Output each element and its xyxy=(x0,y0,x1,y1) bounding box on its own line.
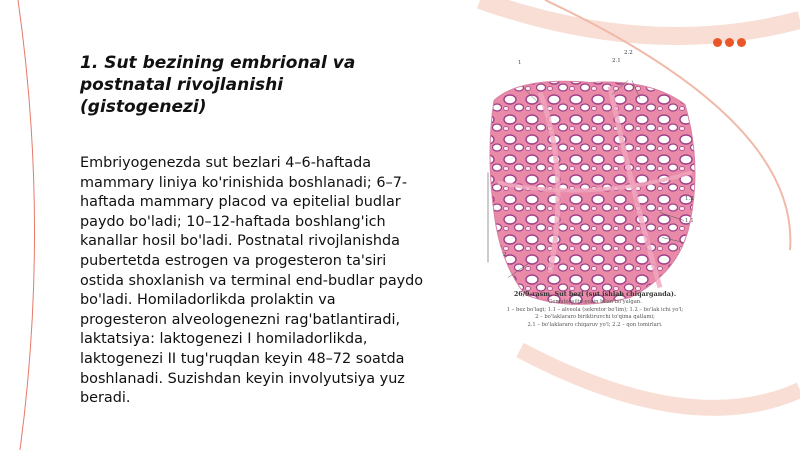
figure-label: 1.1 xyxy=(685,218,694,224)
dot xyxy=(737,38,746,47)
tissue-section xyxy=(490,81,695,304)
dot xyxy=(725,38,734,47)
caption-title: 26/9-rasm. Sut bezi (sut ishlab chiqarganda). xyxy=(513,290,677,298)
slide-body-text: Embriyogenezda sut bezlari 4–6-haftada mammary liniya ko'rinishida boshlanadi; 6–7-haftada mammary placod va epitelial budlar paydo bo'ladi; 10–12-haftada boshlang'ich kanallar hosil bo'ladi. Postnatal rivojlanishda pubertetda estrogen va progesteron ta'siri ostida shoxlanish va terminal end-budlar paydo bo'ladi. Homiladorlikda prolaktin va progesteron alveologenezni rag'batlantiradi, laktatsiya: laktogenezi I homiladorlikda, laktogenezi II tug'ruqdan keyin 48–72 soatda boshlanadi. Suzishdan keyin involyutsiya yuz beradi. xyxy=(80,155,424,407)
caption-line: 1 – bez bo'lagi; 1.1 – alveola (sekretor bo'lim); 1.2 – bo'lak ichi yo'l; xyxy=(506,306,684,313)
dot xyxy=(713,38,722,47)
figure-caption xyxy=(482,290,708,329)
figure-label: 1 xyxy=(518,60,522,66)
figure-label: 2.1 xyxy=(612,58,621,64)
left-arc-line xyxy=(18,0,35,450)
dots-decoration-icon xyxy=(713,38,746,47)
top-right-arc xyxy=(480,0,800,36)
slide-title: 1. Sut bezining embrional va postnatal rivojlanishi (gistogenezi) xyxy=(80,53,356,117)
bottom-right-arc xyxy=(520,350,800,408)
caption-line: 2 – bo'laklararo biriktiruvchi to'qima qatlami; xyxy=(535,314,655,320)
figure-label: 2 xyxy=(503,252,507,258)
caption-line: Gematoksilin-eozin bilan bo'yalgan. xyxy=(548,299,642,305)
caption-line: 2.1 – bo'laklararo chiqaruv yo'l; 2.2 – qon tomirlari. xyxy=(527,321,663,328)
figure-label: 1.2 xyxy=(685,196,694,202)
figure-label: 2.2 xyxy=(624,50,633,56)
